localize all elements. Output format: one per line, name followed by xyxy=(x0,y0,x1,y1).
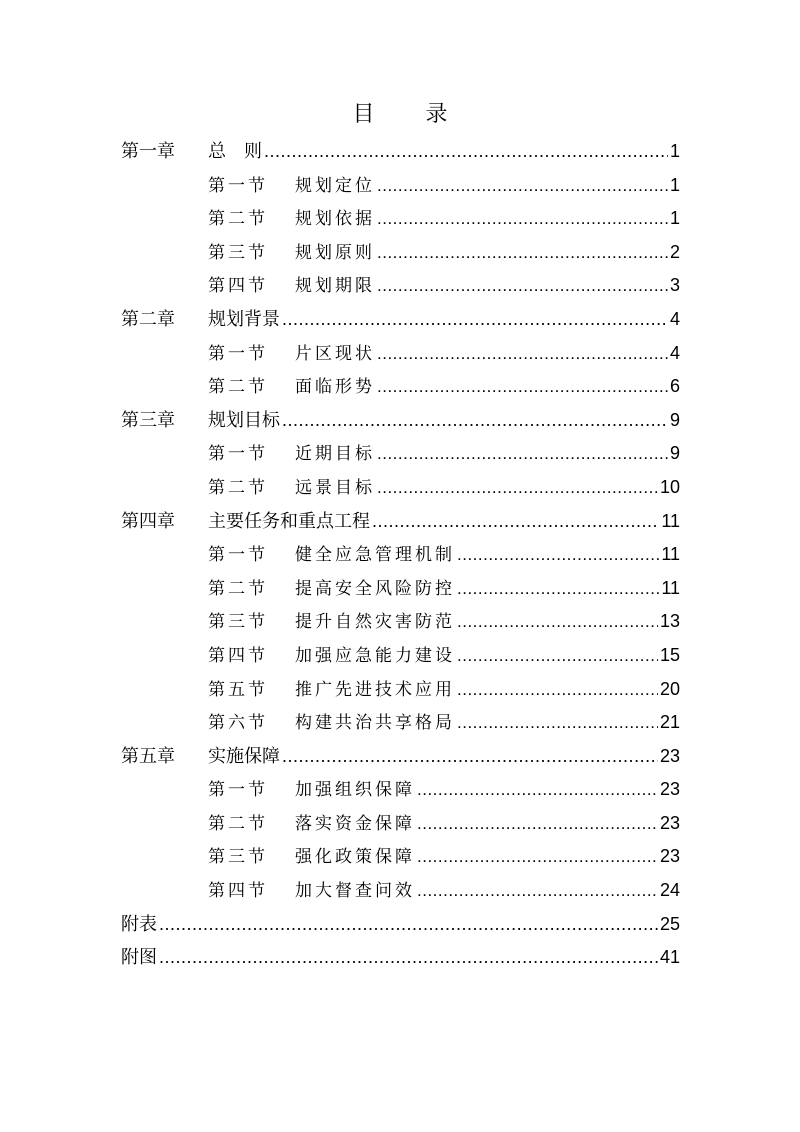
entry-title: 健全应急管理机制 xyxy=(295,545,455,566)
dot-leader xyxy=(417,773,658,807)
page-number: 23 xyxy=(659,779,680,800)
entry-title: 总 则 xyxy=(208,141,262,162)
dot-leader xyxy=(282,303,668,337)
page-number: 4 xyxy=(669,308,680,329)
entry-number: 第四章 xyxy=(121,510,175,532)
toc-entry-section[interactable] xyxy=(121,202,680,236)
dot-leader xyxy=(417,807,658,841)
toc-entry-section[interactable] xyxy=(121,236,680,270)
entry-title: 加大督查问效 xyxy=(295,881,415,902)
entry-title: 片区现状 xyxy=(295,343,375,364)
dot-leader xyxy=(372,505,659,539)
page-number: 15 xyxy=(659,644,680,665)
entry-number: 第五节 xyxy=(208,679,268,700)
table-of-contents xyxy=(121,135,680,975)
entry-number: 第二节 xyxy=(208,477,268,498)
toc-title: 目 录 xyxy=(352,102,470,127)
dot-leader xyxy=(457,538,659,572)
page-number: 23 xyxy=(659,846,680,867)
page-number: 11 xyxy=(661,544,680,565)
page-number: 4 xyxy=(669,342,680,363)
entry-number: 第四节 xyxy=(208,645,268,666)
dot-leader xyxy=(457,639,658,673)
entry-title: 规划定位 xyxy=(295,175,375,196)
entry-title: 推广先进技术应用 xyxy=(295,679,455,700)
entry-title: 规划原则 xyxy=(295,242,375,263)
page-number: 3 xyxy=(669,275,680,296)
entry-title: 主要任务和重点工程 xyxy=(208,510,370,532)
page-number: 1 xyxy=(669,208,680,229)
dot-leader xyxy=(377,337,668,371)
page-number: 41 xyxy=(659,947,680,968)
toc-entry-appendix[interactable] xyxy=(121,908,680,942)
page-number: 24 xyxy=(659,880,680,901)
entry-number: 第一章 xyxy=(121,141,175,162)
toc-entry-section[interactable] xyxy=(121,639,680,673)
page-number: 9 xyxy=(669,409,680,430)
entry-title: 规划依据 xyxy=(295,209,375,230)
toc-entry-chapter[interactable] xyxy=(121,303,680,337)
entry-title: 面临形势 xyxy=(295,377,375,398)
entry-number: 第二节 xyxy=(208,377,268,398)
entry-number: 第一节 xyxy=(208,175,268,196)
entry-number: 第二节 xyxy=(208,813,268,834)
entry-title: 规划背景 xyxy=(208,308,280,330)
dot-leader xyxy=(457,673,658,707)
entry-number: 第二章 xyxy=(121,308,175,330)
entry-title: 规划期限 xyxy=(295,276,375,297)
entry-number: 第三节 xyxy=(208,242,268,263)
entry-number: 第六节 xyxy=(208,713,268,734)
dot-leader xyxy=(377,202,668,236)
entry-title: 加强组织保障 xyxy=(295,780,415,801)
toc-entry-section[interactable] xyxy=(121,840,680,874)
toc-entry-chapter[interactable] xyxy=(121,740,680,774)
toc-entry-section[interactable] xyxy=(121,706,680,740)
entry-title: 强化政策保障 xyxy=(295,847,415,868)
dot-leader xyxy=(377,370,668,404)
entry-number: 第三章 xyxy=(121,409,175,431)
toc-entry-section[interactable] xyxy=(121,773,680,807)
entry-number: 第二节 xyxy=(208,209,268,230)
page-number: 10 xyxy=(659,476,680,497)
page-number: 13 xyxy=(659,611,680,632)
entry-title: 近期目标 xyxy=(295,444,375,465)
entry-number: 第五章 xyxy=(121,745,175,767)
toc-entry-section[interactable] xyxy=(121,572,680,606)
entry-number: 第一节 xyxy=(208,343,268,364)
entry-number: 第一节 xyxy=(208,444,268,465)
toc-entry-chapter[interactable] xyxy=(121,135,680,169)
page-number: 1 xyxy=(669,141,680,161)
entry-title: 构建共治共享格局 xyxy=(295,713,455,734)
dot-leader xyxy=(282,740,658,774)
toc-entry-section[interactable] xyxy=(121,437,680,471)
page-number: 2 xyxy=(669,241,680,262)
toc-entry-section[interactable] xyxy=(121,269,680,303)
dot-leader xyxy=(159,941,658,975)
dot-leader xyxy=(417,874,658,908)
dot-leader xyxy=(377,471,658,505)
dot-leader xyxy=(377,437,668,471)
toc-entry-chapter[interactable] xyxy=(121,505,680,539)
entry-number: 第三节 xyxy=(208,847,268,868)
toc-entry-section[interactable] xyxy=(121,673,680,707)
dot-leader xyxy=(457,572,659,606)
dot-leader xyxy=(377,236,668,270)
entry-number: 第一节 xyxy=(208,780,268,801)
page-number: 9 xyxy=(669,443,680,464)
toc-entry-section[interactable] xyxy=(121,605,680,639)
toc-entry-chapter[interactable] xyxy=(121,404,680,438)
entry-number: 第四节 xyxy=(208,881,268,902)
page-number: 25 xyxy=(659,913,680,934)
entry-title: 提高安全风险防控 xyxy=(295,578,455,599)
entry-title: 实施保障 xyxy=(208,745,280,767)
entry-title: 提升自然灾害防范 xyxy=(295,612,455,633)
toc-entry-section[interactable] xyxy=(121,874,680,908)
entry-title: 落实资金保障 xyxy=(295,813,415,834)
dot-leader xyxy=(159,908,658,942)
page-number: 11 xyxy=(661,510,680,531)
dot-leader xyxy=(417,840,658,874)
entry-title: 远景目标 xyxy=(295,477,375,498)
entry-number: 第四节 xyxy=(208,276,268,297)
toc-entry-section[interactable] xyxy=(121,807,680,841)
page-number: 23 xyxy=(659,812,680,833)
entry-number: 第三节 xyxy=(208,612,268,633)
toc-entry-section[interactable] xyxy=(121,370,680,404)
page-number: 20 xyxy=(659,678,680,699)
dot-leader xyxy=(264,135,668,169)
dot-leader xyxy=(377,269,668,303)
dot-leader xyxy=(457,605,658,639)
toc-entry-section[interactable] xyxy=(121,538,680,572)
entry-title: 附图 xyxy=(121,947,157,969)
entry-title: 规划目标 xyxy=(208,409,280,431)
toc-entry-section[interactable] xyxy=(121,337,680,371)
dot-leader xyxy=(377,169,668,203)
dot-leader xyxy=(457,706,658,740)
entry-title: 附表 xyxy=(121,913,157,935)
entry-number: 第二节 xyxy=(208,578,268,599)
page-number: 21 xyxy=(659,712,680,733)
toc-entry-section[interactable] xyxy=(121,471,680,505)
page-number: 1 xyxy=(669,174,680,195)
toc-entry-section[interactable] xyxy=(121,169,680,203)
entry-title: 加强应急能力建设 xyxy=(295,645,455,666)
page-number: 11 xyxy=(661,577,680,598)
entry-number: 第一节 xyxy=(208,545,268,566)
dot-leader xyxy=(282,404,668,438)
toc-entry-appendix[interactable] xyxy=(121,941,680,975)
page-number: 23 xyxy=(659,745,680,766)
page-number: 6 xyxy=(669,376,680,397)
